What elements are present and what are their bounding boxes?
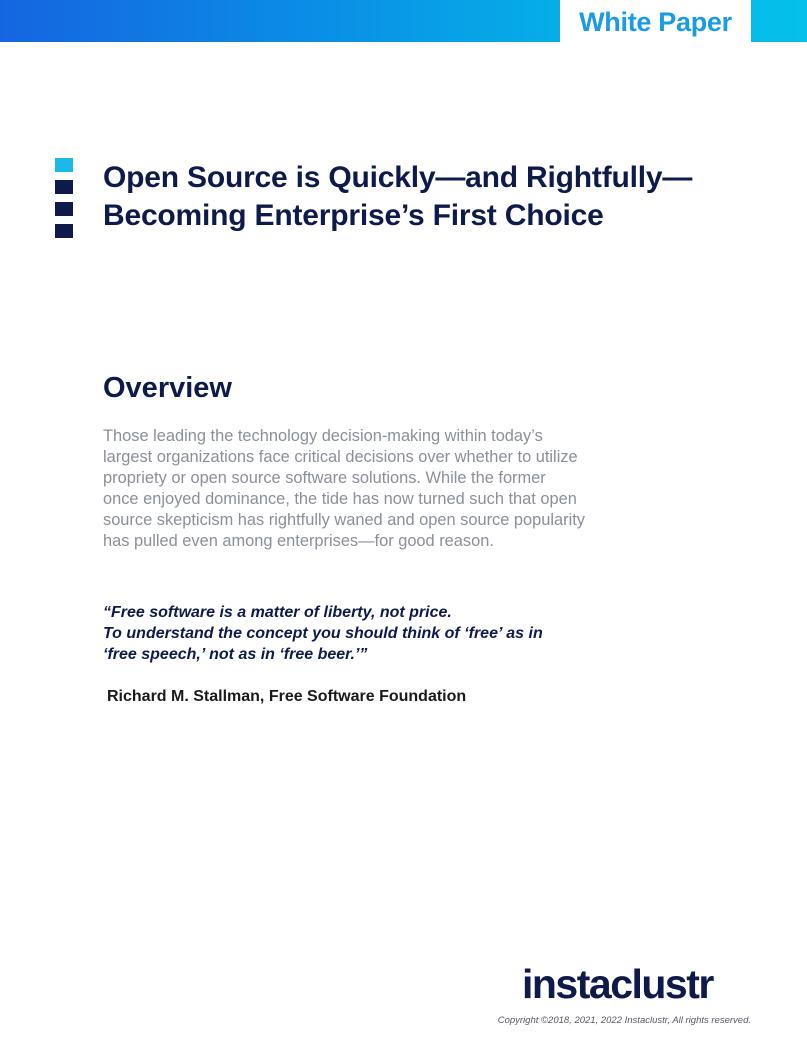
quote-line: “Free software is a matter of liberty, not price. [103,604,452,621]
accent-square [55,158,73,172]
paragraph-line: propriety or open source software solutions. While the former [103,469,546,487]
paragraph-line: largest organizations face critical decisions over whether to utilize [103,448,578,466]
copyright-notice: Copyright ©2018, 2021, 2022 Instaclustr, All rights reserved. [497,1015,751,1026]
paragraph-line: Those leading the technology decision-making within today’s [103,427,543,445]
navy-square [55,202,73,216]
navy-square [55,180,73,194]
paragraph-line: has pulled even among enterprises—for good reason. [103,532,494,550]
paragraph-line: source skepticism has rightfully waned and open source popularity [103,511,585,529]
document-title [103,159,793,235]
title-line: Becoming Enterprise’s First Choice [103,199,604,232]
quote-line: ‘free speech,’ not as in ‘free beer.’” [103,646,368,663]
instaclustr-logo [522,960,752,1008]
logo-wordmark: instaclustr [522,961,713,1007]
doc-type-label: White Paper [579,6,732,37]
quote-attribution: Richard M. Stallman, Free Software Foundation [107,688,467,705]
pull-quote [103,602,543,665]
stacked-squares-icon [55,158,73,240]
quote-line: To understand the concept you should think of ‘free’ as in [103,625,543,642]
paragraph-line: once enjoyed dominance, the tide has now turned such that open [103,490,577,508]
navy-square [55,224,73,238]
doc-type-tab [560,0,751,42]
overview-heading: Overview [103,372,232,404]
title-line: Open Source is Quickly—and Rightfully— [103,161,693,194]
overview-paragraph [103,426,663,552]
